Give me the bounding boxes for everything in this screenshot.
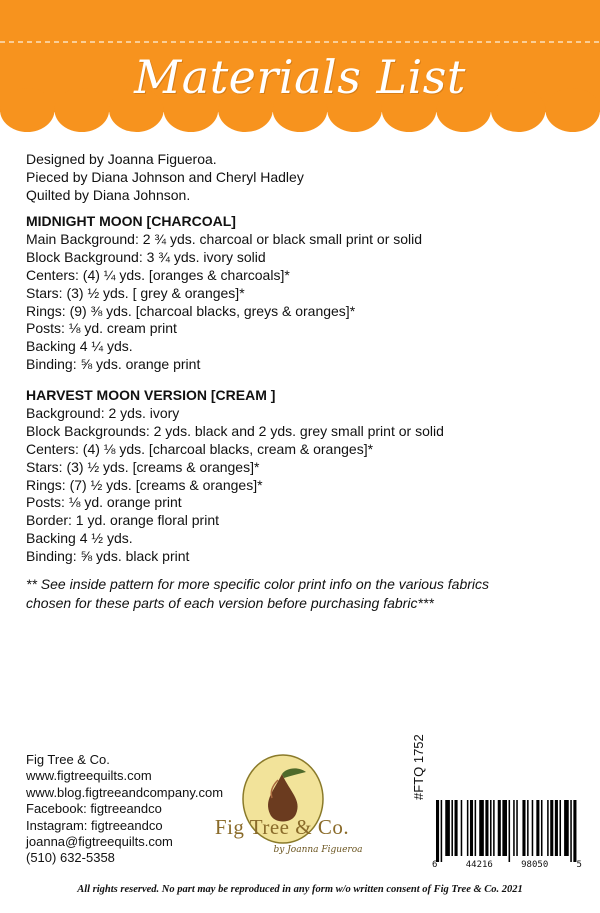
barcode-bar	[445, 800, 450, 856]
barcode-bar	[475, 800, 477, 856]
material-item: Stars: (3) ½ yds. [creams & oranges]*	[26, 458, 260, 475]
barcode-bar	[493, 800, 495, 856]
instagram-handle: Instagram: figtreeandco	[26, 817, 163, 833]
website-link[interactable]: www.figtreequilts.com	[26, 768, 152, 784]
section-heading: HARVEST MOON VERSION [CREAM ]	[26, 387, 276, 403]
material-item: Binding: ⅝ yds. black print	[26, 548, 190, 565]
material-item: Centers: (4) ¼ yds. [oranges & charcoals]*	[26, 266, 290, 283]
credits	[26, 150, 586, 204]
barcode-digit: 98050	[521, 860, 549, 870]
email-link[interactable]: joanna@figtreequilts.com	[26, 834, 173, 850]
barcode-bar	[516, 800, 518, 856]
logo-tagline: by Joanna Figueroa	[273, 845, 363, 855]
material-item: Background: 2 yds. ivory	[26, 404, 180, 421]
blog-link[interactable]: www.blog.figtreeandcompany.com	[26, 784, 224, 800]
barcode-bar	[547, 800, 549, 856]
barcode-digit: 6	[432, 860, 438, 870]
barcode-bar	[451, 800, 453, 856]
harvest-moon-section	[26, 387, 596, 566]
barcode-bar	[550, 800, 553, 856]
material-item: Stars: (3) ½ yds. [ grey & oranges]*	[26, 284, 245, 301]
barcode-bar	[573, 800, 576, 862]
facebook-handle: Facebook: figtreeandco	[26, 801, 162, 817]
barcode-bar	[461, 800, 463, 856]
barcode-bar	[536, 800, 539, 856]
barcode-digit: 44216	[465, 860, 493, 870]
material-item: Block Backgrounds: 2 yds. black and 2 yds. grey small print or solid	[26, 422, 444, 439]
material-item: Backing 4 ¼ yds.	[26, 338, 133, 355]
barcode-digits	[432, 860, 582, 870]
logo-name: Fig Tree & Co.	[214, 815, 350, 839]
phone-number: (510) 632-5358	[26, 850, 115, 866]
sku-label: #FTQ 1752	[411, 734, 426, 800]
credit-line: Pieced by Diana Johnson and Cheryl Hadley	[26, 169, 304, 185]
copyright-footer: All rights reserved. No part may be reproduced in any form w/o written consent of Fig Tree & Co. 2021	[77, 884, 523, 895]
barcode-bar	[509, 800, 511, 862]
barcode-bar	[559, 800, 561, 856]
barcode-bar	[485, 800, 488, 856]
company-name: Fig Tree & Co.	[26, 752, 110, 767]
material-item: Rings: (7) ½ yds. [creams & oranges]*	[26, 476, 263, 493]
barcode-bar	[436, 800, 439, 862]
barcode-bar	[479, 800, 484, 856]
material-item: Main Background: 2 ¾ yds. charcoal or black small print or solid	[26, 230, 423, 247]
midnight-moon-section	[26, 213, 596, 374]
barcode-bar	[498, 800, 501, 856]
barcode-bar	[455, 800, 458, 856]
barcode-bar	[541, 800, 543, 856]
barcode-bar	[502, 800, 507, 856]
section-heading: MIDNIGHT MOON [CHARCOAL]	[26, 213, 236, 229]
credit-line: Quilted by Diana Johnson.	[26, 187, 191, 203]
page-title: Materials List	[134, 50, 466, 104]
barcode-digit: 5	[576, 860, 582, 870]
note-line: chosen for these parts of each version before purchasing fabric***	[26, 595, 434, 611]
barcode-bar	[527, 800, 529, 856]
barcode-bar	[470, 800, 473, 856]
barcode-bar	[513, 800, 515, 856]
fabric-note	[26, 575, 596, 613]
barcode-bar	[441, 800, 443, 862]
barcode-bar	[522, 800, 525, 856]
barcode-bar	[555, 800, 558, 856]
material-item: Binding: ⅝ yds. orange print	[26, 356, 201, 373]
barcode-bar	[467, 800, 469, 856]
material-item: Centers: (4) ⅛ yds. [charcoal blacks, cream & oranges]*	[26, 440, 374, 457]
material-item: Backing 4 ½ yds.	[26, 530, 133, 547]
barcode	[432, 800, 582, 862]
material-item: Posts: ⅛ yd. cream print	[26, 320, 177, 337]
material-item: Rings: (9) ⅜ yds. [charcoal blacks, greys & oranges]*	[26, 302, 356, 319]
barcode-bar	[570, 800, 572, 862]
barcode-bar	[564, 800, 569, 856]
barcode-bar	[490, 800, 492, 856]
barcode-bar	[532, 800, 534, 856]
note-line: ** See inside pattern for more specific color print info on the various fabrics	[26, 576, 490, 592]
credit-line: Designed by Joanna Figueroa.	[26, 151, 217, 167]
material-item: Border: 1 yd. orange floral print	[26, 512, 219, 529]
material-item: Posts: ⅛ yd. orange print	[26, 494, 182, 511]
material-item: Block Background: 3 ¾ yds. ivory solid	[26, 248, 266, 265]
